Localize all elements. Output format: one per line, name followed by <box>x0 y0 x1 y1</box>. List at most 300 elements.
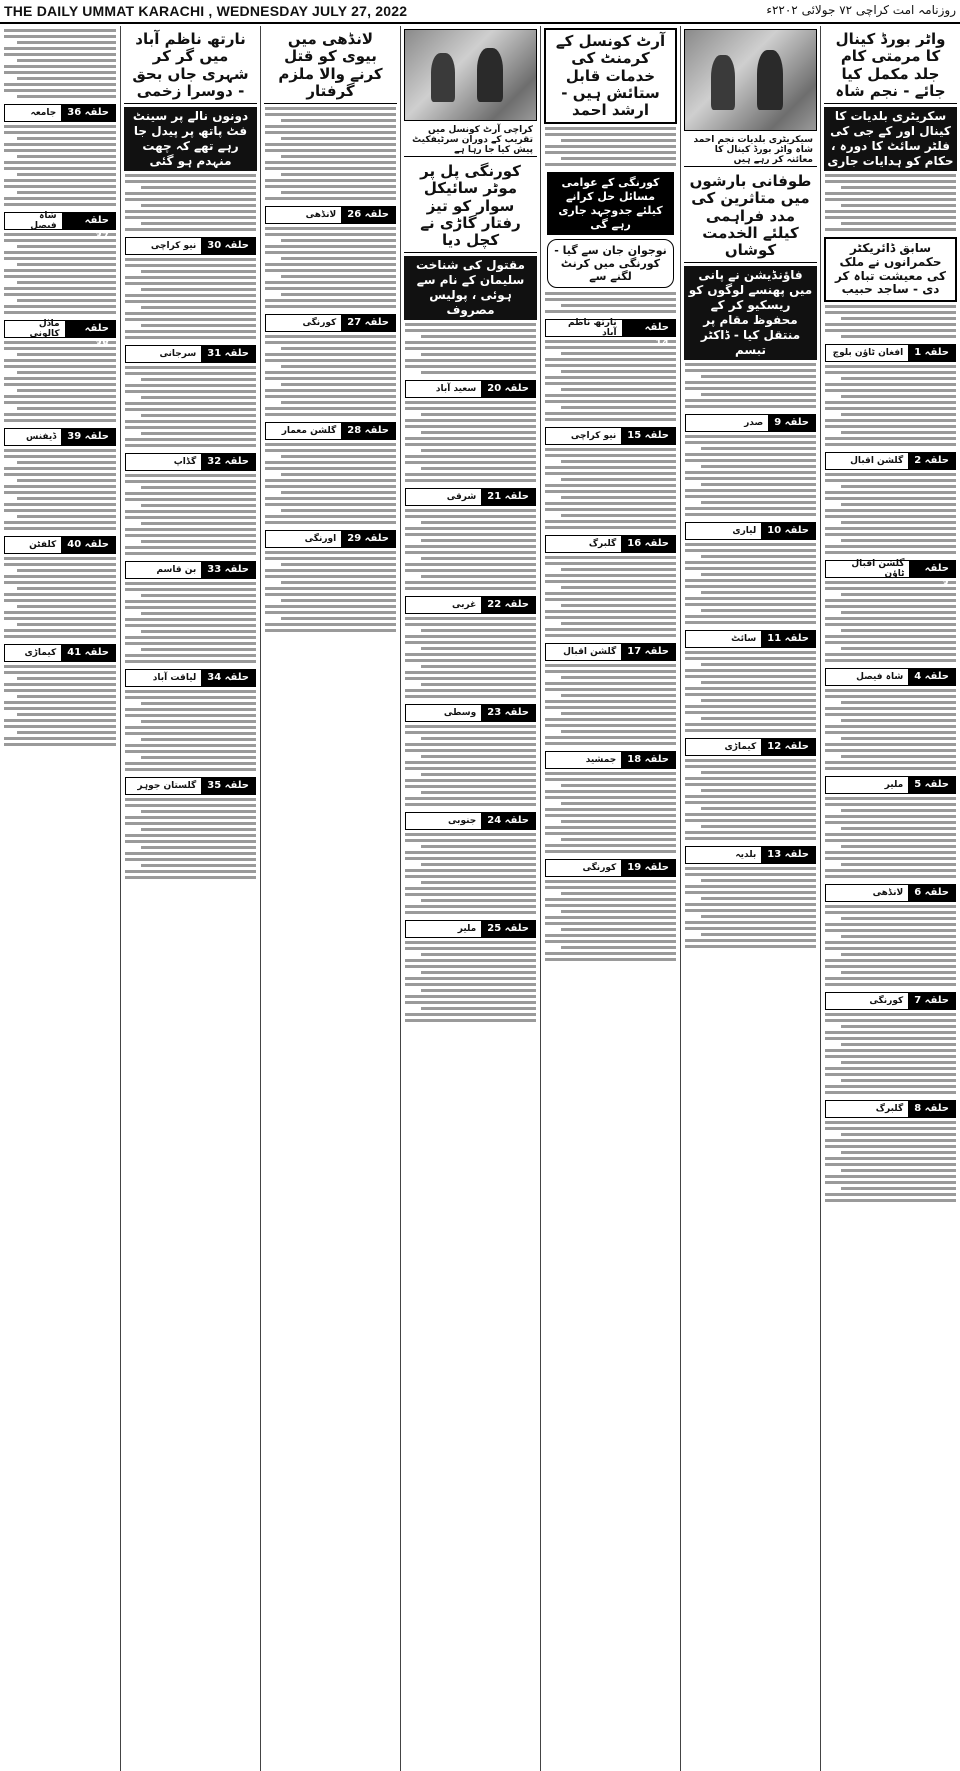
text-line <box>141 378 256 381</box>
article-text <box>825 305 956 338</box>
text-line <box>825 875 956 878</box>
text-line <box>17 461 116 464</box>
text-line <box>141 828 256 831</box>
text-line <box>545 700 676 703</box>
constituency-name: کورنگی <box>582 863 617 874</box>
constituency-number: حلقہ 19 <box>621 860 675 876</box>
text-line <box>825 1037 956 1040</box>
text-line <box>825 851 956 854</box>
text-line <box>265 461 396 464</box>
constituency-number: حلقہ 1 <box>908 345 955 361</box>
text-line <box>125 606 256 609</box>
article-text <box>545 880 676 961</box>
text-line <box>421 971 536 974</box>
constituency-header <box>125 345 256 363</box>
masthead-urdu: روزنامہ امت کراچی ۷۲ جولائی ۲۲۰۲ء <box>766 3 956 17</box>
text-line <box>545 904 676 907</box>
article-text <box>825 689 956 770</box>
text-line <box>545 814 676 817</box>
constituency-list <box>121 237 260 879</box>
text-line <box>685 459 816 462</box>
text-line <box>265 497 396 500</box>
text-line <box>405 839 536 842</box>
text-line <box>701 465 816 468</box>
text-line <box>421 755 536 758</box>
subheadline: دونوں نالے پر سینٹ فٹ پاتھ پر پیدل جا رہے تھے کہ چھت منہدم ہو گئی <box>124 107 257 171</box>
subheadline: فاؤنڈیشن نے پانی میں پھنسے لوگوں کو ریسکیو کر کے محفوظ مقام پر منتقل کیا - ڈاکٹر تبسم <box>684 266 817 360</box>
constituency-header <box>4 428 116 446</box>
text-line <box>405 689 536 692</box>
constituency-name: شرقی <box>446 492 477 503</box>
text-line <box>561 370 676 373</box>
article-text <box>685 435 816 516</box>
text-line <box>545 778 676 781</box>
text-line <box>125 750 256 753</box>
text-line <box>4 527 116 530</box>
text-line <box>545 364 676 367</box>
text-line <box>421 683 536 686</box>
text-line <box>125 510 256 513</box>
text-line <box>405 617 536 620</box>
article-text <box>4 341 116 422</box>
text-line <box>265 503 396 506</box>
constituency-number: حلقہ 18 <box>621 752 675 768</box>
text-line <box>125 534 256 537</box>
text-line <box>545 454 676 457</box>
text-line <box>545 916 676 919</box>
article-text <box>825 797 956 878</box>
text-line <box>825 983 956 986</box>
text-line <box>841 755 956 758</box>
constituency-header <box>825 559 956 591</box>
text-line <box>125 498 256 501</box>
highlight-box: کورنگی کے عوامی مسائل حل کرانے کیلئے جدوجہد جاری رہے گی <box>547 172 674 235</box>
constituency-header <box>825 992 956 1010</box>
text-line <box>405 623 536 626</box>
text-line <box>405 875 536 878</box>
article-text <box>545 556 676 637</box>
text-line <box>265 629 396 632</box>
headline: لانڈھی میں بیوی کو قتل کرنے والا ملزم گرفتار <box>264 28 397 104</box>
text-line <box>825 707 956 710</box>
text-line <box>405 455 536 458</box>
text-line <box>841 593 956 596</box>
text-line <box>825 857 956 860</box>
text-line <box>825 653 956 656</box>
text-line <box>545 718 676 721</box>
text-line <box>17 695 116 698</box>
text-line <box>141 864 256 867</box>
text-line <box>4 275 116 278</box>
text-line <box>141 288 256 291</box>
text-line <box>545 850 676 853</box>
newspaper-page <box>0 26 960 1771</box>
text-line <box>701 789 816 792</box>
text-line <box>281 563 396 566</box>
text-line <box>405 425 536 428</box>
constituency-header <box>265 422 396 440</box>
text-line <box>265 521 396 524</box>
text-line <box>17 623 116 626</box>
text-line <box>125 618 256 621</box>
text-line <box>141 432 256 435</box>
text-line <box>405 515 536 518</box>
text-line <box>405 677 536 680</box>
text-line <box>405 731 536 734</box>
text-line <box>545 664 676 667</box>
text-line <box>265 467 396 470</box>
text-line <box>701 933 816 936</box>
constituency-header <box>405 812 536 830</box>
text-line <box>685 867 816 870</box>
constituency-name: لیاری <box>732 526 757 537</box>
text-line <box>17 515 116 518</box>
text-line <box>4 143 116 146</box>
constituency-list <box>401 380 540 1022</box>
text-line <box>125 732 256 735</box>
text-line <box>4 737 116 740</box>
text-line <box>825 659 956 662</box>
text-line <box>685 885 816 888</box>
text-line <box>281 383 396 386</box>
text-line <box>545 736 676 739</box>
constituency-name: ملیر <box>457 924 477 935</box>
text-line <box>265 623 396 626</box>
text-line <box>4 185 116 188</box>
constituency-list <box>821 344 960 1202</box>
text-line <box>685 921 816 924</box>
constituency-name: لیاقت آباد <box>152 673 197 683</box>
text-line <box>405 893 536 896</box>
constituency-number: حلقہ 25 <box>481 921 535 937</box>
constituency-header <box>545 318 676 350</box>
text-line <box>405 761 536 764</box>
constituency-header <box>405 596 536 614</box>
constituency-number: حلقہ 3 <box>909 561 955 577</box>
constituency-header <box>825 884 956 902</box>
text-line <box>405 797 536 800</box>
text-line <box>685 927 816 930</box>
text-line <box>545 490 676 493</box>
text-line <box>685 567 816 570</box>
text-line <box>405 947 536 950</box>
text-line <box>125 852 256 855</box>
constituency-name: شاہ فیصل <box>30 211 57 231</box>
text-line <box>4 593 116 596</box>
text-line <box>685 891 816 894</box>
constituency-number: حلقہ 39 <box>61 429 115 445</box>
text-line <box>841 647 956 650</box>
text-line <box>685 471 816 474</box>
text-line <box>701 501 816 504</box>
text-line <box>4 149 116 152</box>
text-line <box>825 1073 956 1076</box>
text-line <box>4 125 116 128</box>
text-line <box>4 467 116 470</box>
text-line <box>561 604 676 607</box>
constituency-header <box>405 920 536 938</box>
text-line <box>685 729 816 732</box>
text-line <box>825 743 956 746</box>
constituency-number: حلقہ 41 <box>61 645 115 661</box>
text-line <box>545 358 676 361</box>
text-line <box>405 725 536 728</box>
text-line <box>545 562 676 565</box>
text-line <box>825 497 956 500</box>
text-line <box>825 581 956 584</box>
text-line <box>685 837 816 840</box>
constituency-header <box>545 535 676 553</box>
text-line <box>825 761 956 764</box>
text-line <box>4 557 116 560</box>
text-line <box>405 545 536 548</box>
text-line <box>701 573 816 576</box>
text-line <box>405 473 536 476</box>
text-line <box>421 413 536 416</box>
text-line <box>545 610 676 613</box>
constituency-number: حلقہ 26 <box>341 207 395 223</box>
text-line <box>125 804 256 807</box>
text-line <box>825 965 956 968</box>
text-line <box>825 641 956 644</box>
text-line <box>825 959 956 962</box>
text-line <box>141 720 256 723</box>
text-line <box>17 245 116 248</box>
text-line <box>545 412 676 415</box>
text-line <box>405 641 536 644</box>
text-line <box>17 371 116 374</box>
text-line <box>841 1025 956 1028</box>
text-line <box>265 611 396 614</box>
article-text <box>685 867 816 948</box>
text-line <box>825 599 956 602</box>
headline: طوفانی بارشوں میں متاثرین کی مدد فراہمی کیلئے الخدمت کوشاں <box>684 170 817 263</box>
article-text <box>825 905 956 986</box>
constituency-header <box>4 319 116 350</box>
constituency-header <box>125 237 256 255</box>
text-line <box>405 983 536 986</box>
text-line <box>405 437 536 440</box>
text-line <box>841 377 956 380</box>
text-line <box>141 522 256 525</box>
text-line <box>405 1001 536 1004</box>
text-line <box>17 191 116 194</box>
text-line <box>545 556 676 559</box>
text-line <box>825 1091 956 1094</box>
text-line <box>825 419 956 422</box>
headline: آرٹ کونسل کے کرمنٹ کی خدمات قابل ستائش ہیں - ارشد احمد <box>544 28 677 124</box>
text-line <box>561 838 676 841</box>
text-line <box>125 300 256 303</box>
text-line <box>685 477 816 480</box>
text-line <box>125 726 256 729</box>
text-line <box>17 263 116 266</box>
article-text <box>265 335 396 416</box>
text-line <box>825 1193 956 1196</box>
text-line <box>561 820 676 823</box>
text-line <box>825 905 956 908</box>
text-line <box>841 917 956 920</box>
constituency-name: نیو کراچی <box>150 241 197 251</box>
constituency-header <box>685 846 816 864</box>
text-line <box>4 719 116 722</box>
text-line <box>405 785 536 788</box>
constituency-number: حلقہ 8 <box>908 1101 955 1117</box>
text-line <box>421 467 536 470</box>
text-line <box>825 623 956 626</box>
text-line <box>561 694 676 697</box>
text-line <box>685 693 816 696</box>
text-line <box>125 492 256 495</box>
text-line <box>701 879 816 882</box>
article-text <box>4 665 116 746</box>
constituency-name: سائٹ <box>731 634 757 645</box>
text-line <box>4 359 116 362</box>
constituency-number: حلقہ 24 <box>481 813 535 829</box>
text-line <box>545 922 676 925</box>
text-line <box>4 257 116 260</box>
text-line <box>405 941 536 944</box>
constituency-name: کلفٹن <box>29 540 57 550</box>
text-line <box>4 395 116 398</box>
text-line <box>825 869 956 872</box>
text-line <box>4 485 116 488</box>
text-line <box>421 989 536 992</box>
text-line <box>125 708 256 711</box>
text-line <box>265 269 396 272</box>
text-line <box>4 671 116 674</box>
text-line <box>545 688 676 691</box>
text-line <box>4 293 116 296</box>
text-line <box>125 798 256 801</box>
text-line <box>841 485 956 488</box>
article-text <box>405 617 536 698</box>
article-text <box>545 664 676 745</box>
text-line <box>825 401 956 404</box>
text-line <box>825 545 956 548</box>
constituency-name: کیماڑی <box>724 742 757 753</box>
text-line <box>685 813 816 816</box>
constituency-list <box>541 319 680 961</box>
text-line <box>4 161 116 164</box>
text-line <box>825 491 956 494</box>
text-line <box>265 359 396 362</box>
text-line <box>825 425 956 428</box>
text-line <box>125 816 256 819</box>
article-text <box>545 772 676 853</box>
text-line <box>825 509 956 512</box>
text-line <box>405 443 536 446</box>
text-line <box>841 809 956 812</box>
text-line <box>545 826 676 829</box>
text-line <box>125 474 256 477</box>
constituency-name: جنوبی <box>447 816 477 827</box>
constituency-name: لانڈھی <box>305 210 337 220</box>
text-line <box>685 441 816 444</box>
text-line <box>685 801 816 804</box>
text-line <box>841 935 956 938</box>
text-line <box>685 759 816 762</box>
text-line <box>825 923 956 926</box>
text-line <box>405 803 536 806</box>
text-line <box>545 598 676 601</box>
text-line <box>841 521 956 524</box>
text-line <box>125 600 256 603</box>
text-line <box>405 551 536 554</box>
text-line <box>125 642 256 645</box>
text-line <box>405 659 536 662</box>
constituency-name: لانڈھی <box>872 888 904 899</box>
text-line <box>561 712 676 715</box>
text-line <box>141 270 256 273</box>
article-text <box>405 833 536 914</box>
constituency-number: حلقہ 29 <box>341 531 395 547</box>
text-line <box>17 605 116 608</box>
text-line <box>841 431 956 434</box>
text-line <box>701 681 816 684</box>
constituency-number: حلقہ 23 <box>481 705 535 721</box>
text-line <box>685 675 816 678</box>
text-line <box>265 407 396 410</box>
text-line <box>17 587 116 590</box>
text-line <box>4 689 116 692</box>
text-line <box>125 696 256 699</box>
text-line <box>825 1085 956 1088</box>
text-line <box>405 581 536 584</box>
constituency-name: کیماڑی <box>24 648 57 658</box>
text-line <box>545 508 676 511</box>
text-line <box>125 546 256 549</box>
text-line <box>405 851 536 854</box>
text-line <box>841 611 956 614</box>
text-line <box>125 624 256 627</box>
constituency-header <box>545 643 676 661</box>
text-line <box>825 725 956 728</box>
text-line <box>4 743 116 746</box>
text-line <box>405 635 536 638</box>
news-column-7 <box>0 26 120 1771</box>
text-line <box>825 1019 956 1022</box>
text-line <box>125 588 256 591</box>
text-line <box>545 466 676 469</box>
text-line <box>825 515 956 518</box>
text-line <box>4 455 116 458</box>
text-line <box>125 336 256 339</box>
text-line <box>4 413 116 416</box>
text-line <box>4 449 116 452</box>
text-line <box>265 281 396 284</box>
text-line <box>125 714 256 717</box>
constituency-name: گلبرگ <box>588 539 617 550</box>
text-line <box>125 690 256 693</box>
text-line <box>825 443 956 446</box>
text-line <box>841 1151 956 1154</box>
text-line <box>825 479 956 482</box>
text-line <box>265 413 396 416</box>
text-line <box>125 384 256 387</box>
text-line <box>125 876 256 879</box>
text-line <box>685 795 816 798</box>
text-line <box>405 461 536 464</box>
text-line <box>545 844 676 847</box>
text-line <box>405 695 536 698</box>
article-text <box>825 581 956 662</box>
text-line <box>545 886 676 889</box>
text-line <box>701 915 816 918</box>
text-line <box>405 959 536 962</box>
text-line <box>141 306 256 309</box>
article-text <box>405 323 536 374</box>
